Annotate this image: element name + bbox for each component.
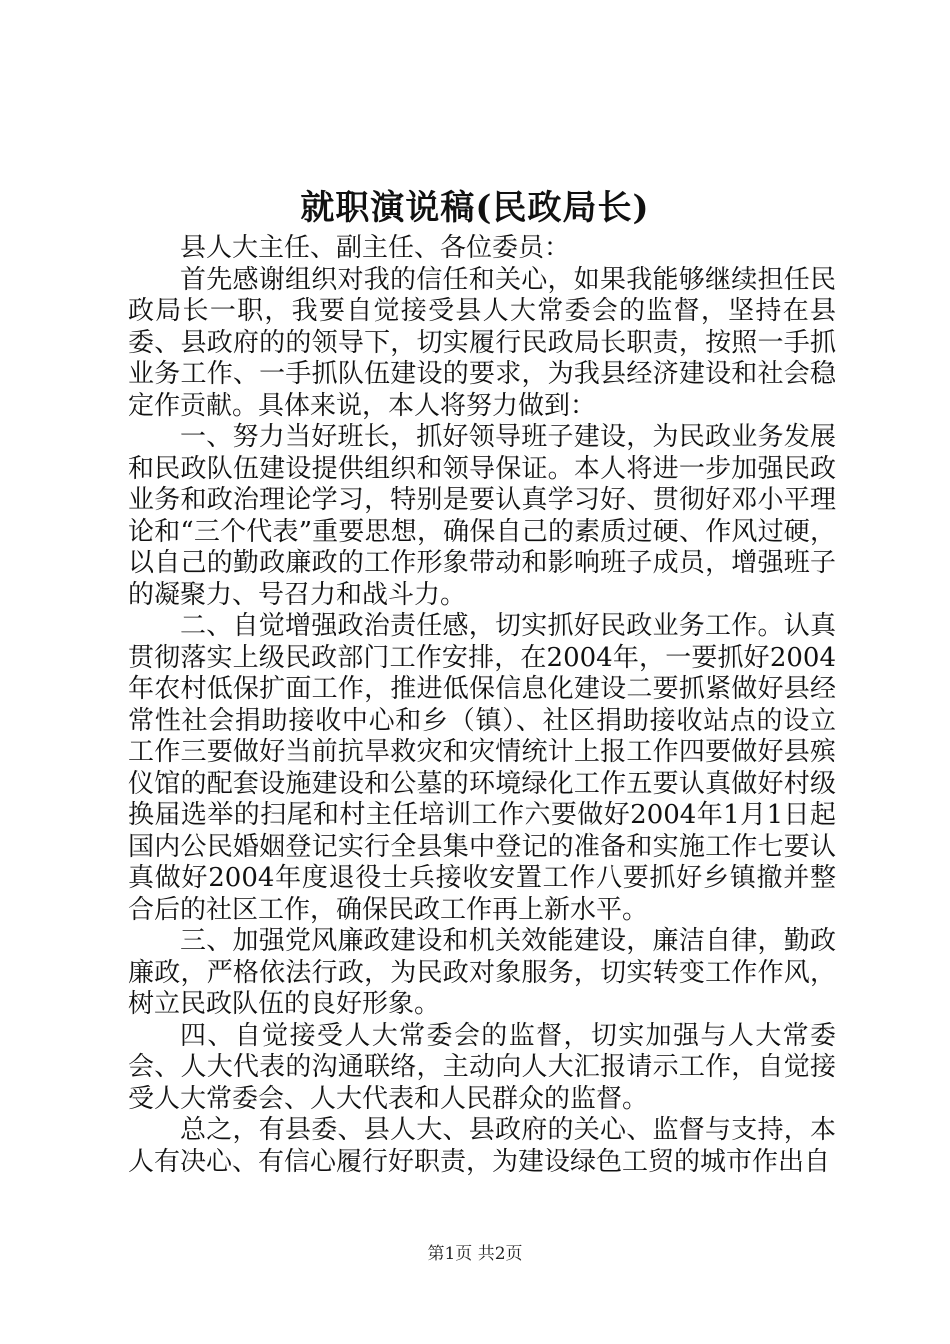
- paragraph-conclusion: 总之，有县委、县人大、县政府的关心、监督与支持，本人有决心、有信心履行好职责，为建设绿色工贸的城市作出自: [128, 1115, 836, 1177]
- paragraph-point-2: 二、自觉增强政治责任感，切实抓好民政业务工作。认真贯彻落实上级民政部门工作安排，在2004年，一要抓好2004年农村低保扩面工作，推进低保信息化建设二要抓紧做好县经常性社会捐助接收中心和乡（镇）、社区捐助接收站点的设立工作三要做好当前抗旱救灾和灾情统计上报工作四要做好县殡仪馆的配套设施建设和公墓的环境绿化工作五要认真做好村级换届选举的扫尾和村主任培训工作六要做好2004年1月1日起国内公民婚姻登记实行全县集中登记的准备和实施工作七要认真做好2004年度退役士兵接收安置工作八要抓好乡镇撤并整合后的社区工作，确保民政工作再上新水平。: [128, 611, 836, 925]
- page-number-footer: 第1页 共2页: [427, 1244, 523, 1264]
- paragraph-point-1: 一、努力当好班长，抓好领导班子建设，为民政业务发展和民政队伍建设提供组织和领导保证。本人将进一步加强民政业务和政治理论学习，特别是要认真学习好、贯彻好邓小平理论和“三个代表”重要思想，确保自己的素质过硬、作风过硬，以自己的勤政廉政的工作形象带动和影响班子成员，增强班子的凝聚力、号召力和战斗力。: [128, 422, 836, 610]
- paragraph-intro: 首先感谢组织对我的信任和关心，如果我能够继续担任民政局长一职，我要自觉接受县人大常委会的监督，坚持在县委、县政府的的领导下，切实履行民政局长职责，按照一手抓业务工作、一手抓队伍建设的要求，为我县经济建设和社会稳定作贡献。具体来说，本人将努力做到：: [128, 264, 836, 421]
- document-body: [128, 233, 836, 1178]
- salutation: 县人大主任、副主任、各位委员：: [180, 233, 571, 263]
- document-title: 就职演说稿(民政局长): [300, 188, 650, 228]
- paragraph-point-4: 四、自觉接受人大常委会的监督，切实加强与人大常委会、人大代表的沟通联络，主动向人大汇报请示工作，自觉接受人大常委会、人大代表和人民群众的监督。: [128, 1020, 836, 1114]
- paragraph-point-3: 三、加强党风廉政建设和机关效能建设，廉洁自律，勤政廉政，严格依法行政，为民政对象服务，切实转变工作作风，树立民政队伍的良好形象。: [128, 926, 836, 1019]
